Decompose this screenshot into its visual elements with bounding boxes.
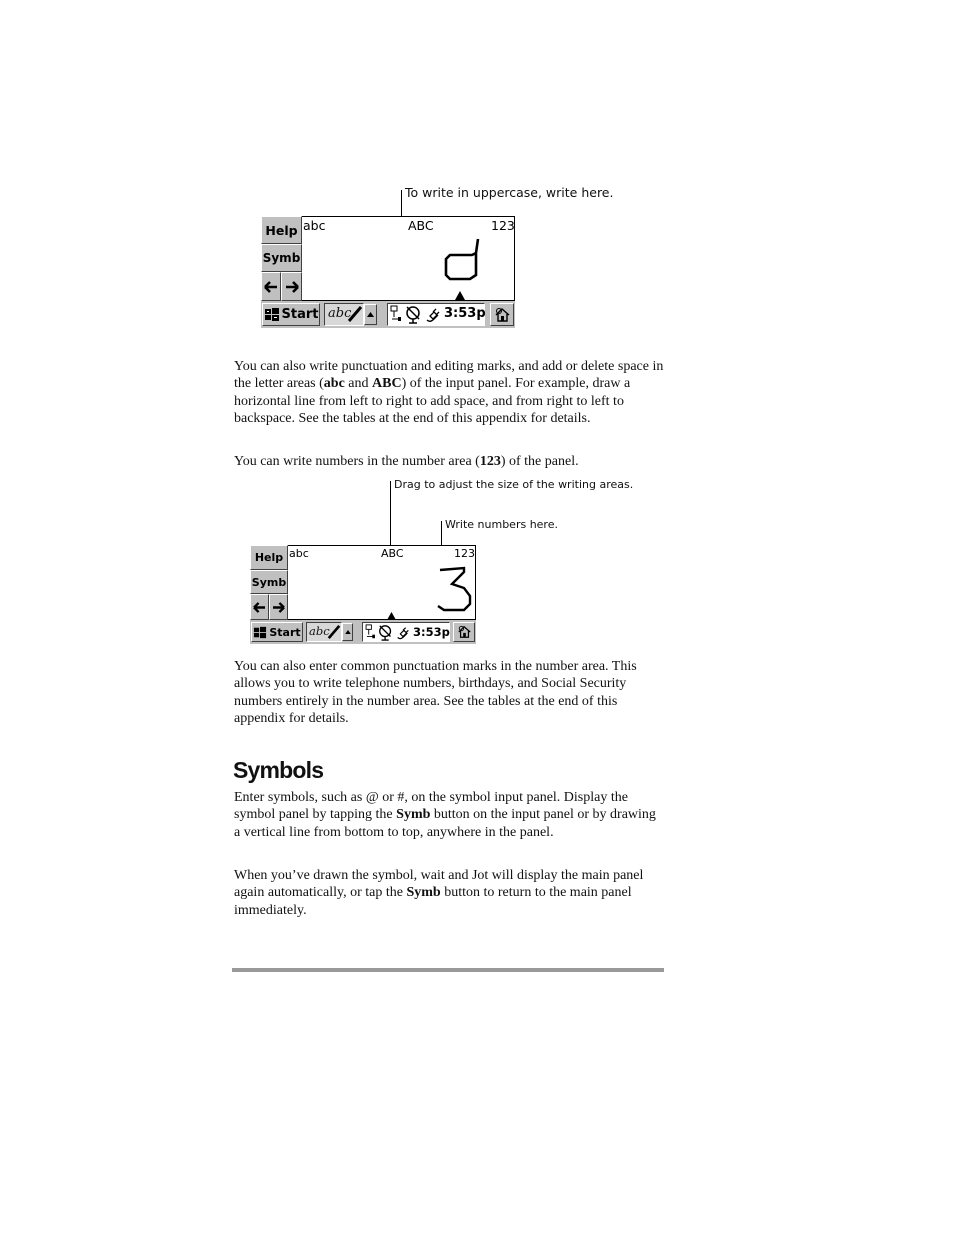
paragraph-punctuation-letter-areas: [234, 358, 664, 427]
taskbar: [250, 620, 476, 644]
start-label: Start: [281, 307, 319, 322]
satellite-icon[interactable]: [377, 624, 395, 641]
backspace-arrow-button[interactable]: [250, 594, 269, 620]
handwritten-digit-3: [436, 566, 474, 612]
text: You can also write punctuation and editing marks, and add or delete space in the letter areas (: [234, 359, 664, 392]
area-label-uppercase: ABC: [381, 547, 404, 560]
windows-flag-icon: [264, 307, 280, 322]
right-arrow-icon: [285, 281, 299, 293]
footer-rule: [232, 968, 664, 972]
system-tray: [387, 303, 485, 326]
help-button[interactable]: Help: [261, 216, 302, 244]
pen-icon: [347, 305, 363, 323]
text: ) of the panel.: [500, 454, 579, 469]
desktop-button[interactable]: [453, 622, 475, 642]
space-arrow-button[interactable]: [269, 594, 288, 620]
text: and: [344, 376, 372, 392]
backspace-arrow-button[interactable]: [261, 272, 281, 301]
taskbar: [261, 301, 515, 328]
up-triangle-icon: [345, 630, 351, 634]
input-panel-2: [250, 545, 476, 644]
bold-term: 123: [479, 454, 501, 469]
help-button[interactable]: Help: [250, 545, 288, 570]
desktop-icon: [494, 307, 511, 323]
drag-handle-icon[interactable]: [387, 612, 396, 620]
area-label-lowercase: abc: [289, 547, 309, 560]
clock-time[interactable]: 3:53p: [444, 306, 486, 321]
bold-term: ABC: [372, 376, 402, 392]
section-heading-symbols: Symbols: [233, 757, 324, 783]
input-menu-arrow[interactable]: [364, 304, 377, 325]
left-arrow-icon: [264, 281, 278, 293]
bold-term: Symb: [406, 885, 441, 901]
text: When you’ve drawn the symbol, wait and Jot will display the main panel again automatically, or tap the: [234, 868, 644, 901]
writing-area[interactable]: [287, 545, 476, 620]
bold-term: Symb: [396, 807, 431, 823]
up-triangle-icon: [367, 312, 374, 317]
windows-flag-icon: [253, 626, 267, 639]
symb-button[interactable]: Symb: [250, 570, 288, 594]
callout-write-numbers: Write numbers here.: [445, 518, 558, 531]
network-icon[interactable]: [390, 305, 402, 323]
right-arrow-icon: [272, 602, 285, 613]
area-label-lowercase: abc: [303, 218, 326, 233]
area-label-number: 123: [454, 547, 475, 560]
start-button[interactable]: [262, 303, 320, 326]
start-button[interactable]: [251, 622, 303, 642]
drag-handle-icon[interactable]: [455, 291, 465, 300]
input-panel-1: [261, 216, 515, 328]
paragraph-number-punctuation: You can also enter common punctuation marks in the number area. This allows you to write telephone numbers, birthdays, and Social Security numbers entirely in the number area. See the tables at the end of this appendix for details.: [234, 659, 637, 726]
desktop-button[interactable]: [490, 303, 514, 326]
text: You can write numbers in the number area (: [234, 454, 480, 469]
text: button to return to the main panel immediately.: [234, 885, 632, 918]
writing-area[interactable]: [301, 216, 515, 301]
left-arrow-icon: [253, 602, 266, 613]
text: ) of the input panel. For example, draw a horizontal line from left to right to add space, and from right to left to backspace. See the tables at the end of this appendix for details.: [234, 376, 631, 426]
panel-side-buttons: [250, 545, 288, 620]
system-tray: [362, 622, 450, 642]
network-icon[interactable]: [365, 624, 376, 640]
input-method-button[interactable]: [324, 303, 364, 326]
symb-button[interactable]: Symb: [261, 244, 302, 272]
start-label: Start: [269, 625, 301, 639]
area-label-number: 123: [491, 218, 515, 233]
satellite-icon[interactable]: [404, 305, 424, 324]
clock-time[interactable]: 3:53p: [413, 625, 450, 639]
text: button on the input panel or by drawing a vertical line from bottom to top, anywhere in the panel.: [234, 807, 656, 840]
input-method-button[interactable]: [306, 622, 342, 642]
space-arrow-button[interactable]: [281, 272, 302, 301]
bold-term: abc: [323, 376, 345, 392]
input-menu-arrow[interactable]: [342, 623, 353, 641]
callout-drag-adjust: Drag to adjust the size of the writing areas.: [394, 478, 634, 491]
area-label-uppercase: ABC: [408, 218, 434, 233]
paragraph-number-area: [234, 453, 664, 470]
panel-side-buttons: [261, 216, 302, 301]
text: Enter symbols, such as @ or #, on the symbol input panel. Display the symbol panel by tapping the: [234, 790, 628, 823]
power-plug-icon[interactable]: [395, 625, 411, 641]
callout-uppercase: To write in uppercase, write here.: [405, 185, 614, 200]
paragraph-symbol-panel: [234, 789, 664, 841]
pen-icon: [327, 624, 341, 640]
handwriting-abc-icon: abc: [328, 306, 352, 321]
paragraph-return-main-panel: [234, 867, 664, 919]
desktop-icon: [457, 625, 472, 639]
handwriting-abc-icon: abc: [309, 624, 330, 638]
power-plug-icon[interactable]: [424, 306, 442, 324]
handwritten-letter-d: [442, 229, 492, 281]
